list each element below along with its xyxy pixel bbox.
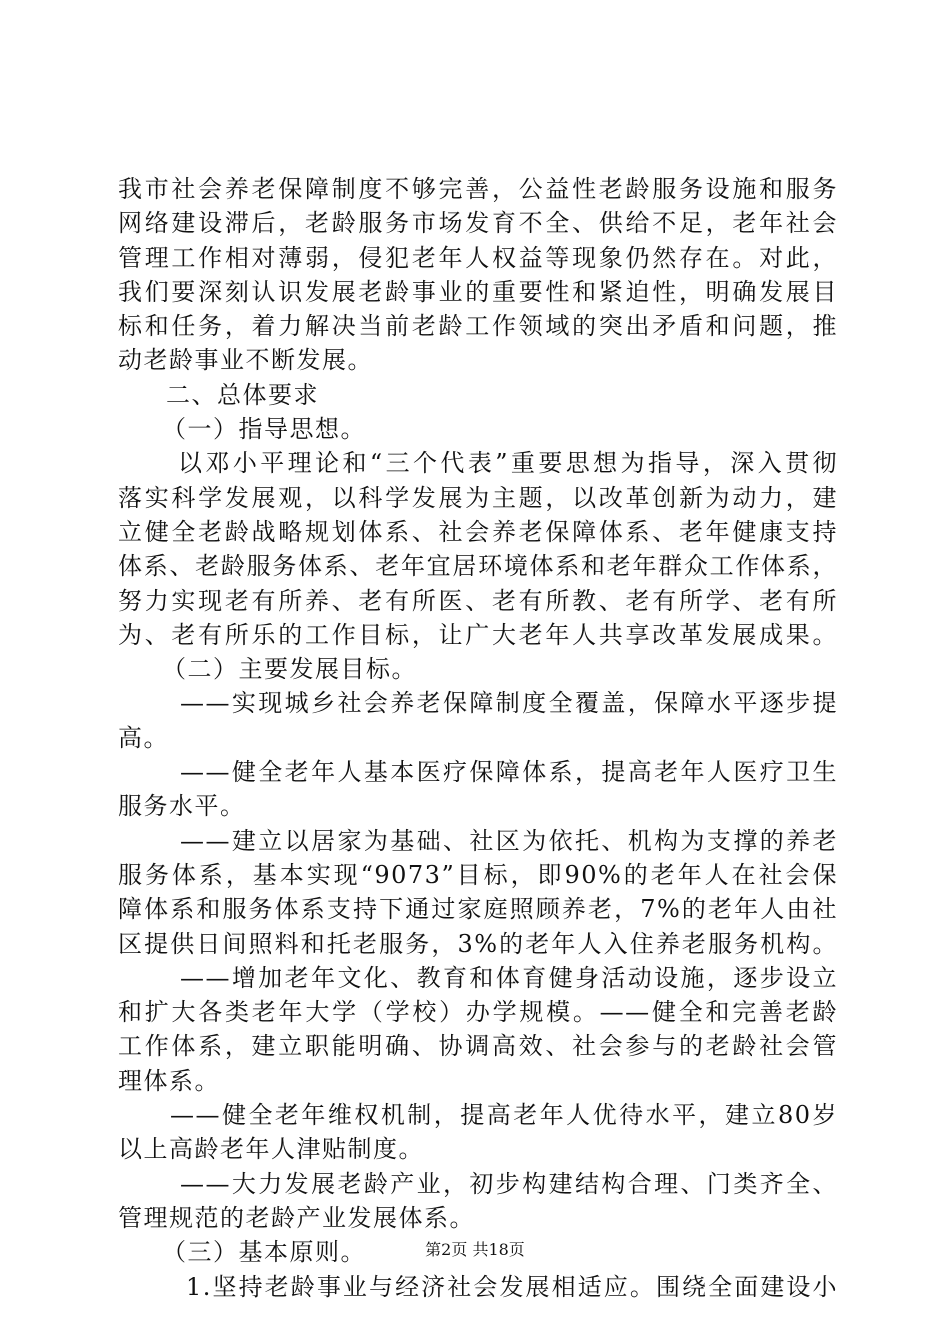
- text-line: 区提供日间照料和托老服务，3%的老年人入住养老服务机构。: [118, 929, 838, 958]
- text-line: 1.坚持老龄事业与经济社会发展相适应。围绕全面建设小: [186, 1272, 838, 1301]
- section-heading: 二、总体要求: [166, 380, 319, 409]
- text-line: 立健全老龄战略规划体系、社会养老保障体系、老年健康支持: [118, 517, 838, 546]
- text-line: ——实现城乡社会养老保障制度全覆盖，保障水平逐步提: [180, 689, 838, 718]
- text-line: 以上高龄老年人津贴制度。: [118, 1135, 424, 1164]
- text-line: 为、老有所乐的工作目标，让广大老年人共享改革发展成果。: [118, 620, 838, 649]
- text-line: 高。: [118, 723, 169, 752]
- text-line: 体系、老龄服务体系、老年宜居环境体系和老年群众工作体系，: [118, 552, 838, 581]
- subsection-heading: （二）主要发展目标。: [162, 655, 417, 684]
- text-line: 以邓小平理论和“三个代表”重要思想为指导，深入贯彻: [178, 449, 838, 478]
- text-line: 管理工作相对薄弱，侵犯老年人权益等现象仍然存在。对此，: [118, 243, 838, 272]
- text-line: 障体系和服务体系支持下通过家庭照顾养老，7%的老年人由社: [118, 895, 838, 924]
- text-line: 我市社会养老保障制度不够完善，公益性老龄服务设施和服务: [118, 175, 838, 203]
- text-line: 管理规范的老龄产业发展体系。: [118, 1203, 475, 1232]
- document-body: [118, 172, 838, 1304]
- text-line: 落实科学发展观，以科学发展为主题，以改革创新为动力，建: [118, 483, 838, 512]
- subsection-heading: （三）基本原则。: [162, 1238, 366, 1267]
- page-footer: 第2页 共18页: [425, 1240, 525, 1259]
- subsection-heading: （一）指导思想。: [162, 415, 366, 444]
- text-line: 我们要深刻认识发展老龄事业的重要性和紧迫性，明确发展目: [118, 277, 838, 306]
- text-line: ——增加老年文化、教育和体育健身活动设施，逐步设立: [180, 963, 838, 992]
- text-line: 标和任务，着力解决当前老龄工作领域的突出矛盾和问题，推: [118, 312, 838, 341]
- text-line: 动老龄事业不断发展。: [118, 346, 373, 375]
- text-line: 理体系。: [118, 1066, 220, 1095]
- text-line: ——大力发展老龄产业，初步构建结构合理、门类齐全、: [180, 1169, 838, 1198]
- text-line: 网络建设滞后，老龄服务市场发育不全、供给不足，老年社会: [118, 209, 838, 238]
- text-line: 努力实现老有所养、老有所医、老有所教、老有所学、老有所: [118, 586, 838, 615]
- text-line: ——建立以居家为基础、社区为依托、机构为支撑的养老: [180, 826, 838, 855]
- text-line: 服务体系，基本实现“9073”目标，即90%的老年人在社会保: [118, 860, 838, 889]
- text-line: 工作体系，建立职能明确、协调高效、社会参与的老龄社会管: [118, 1032, 838, 1061]
- text-line: ——健全老年人基本医疗保障体系，提高老年人医疗卫生: [180, 758, 838, 787]
- text-line: 服务水平。: [118, 792, 246, 821]
- text-line: ——健全老年维权机制，提高老年人优待水平，建立80岁: [170, 1101, 838, 1130]
- text-line: 和扩大各类老年大学（学校）办学规模。——健全和完善老龄: [118, 998, 838, 1027]
